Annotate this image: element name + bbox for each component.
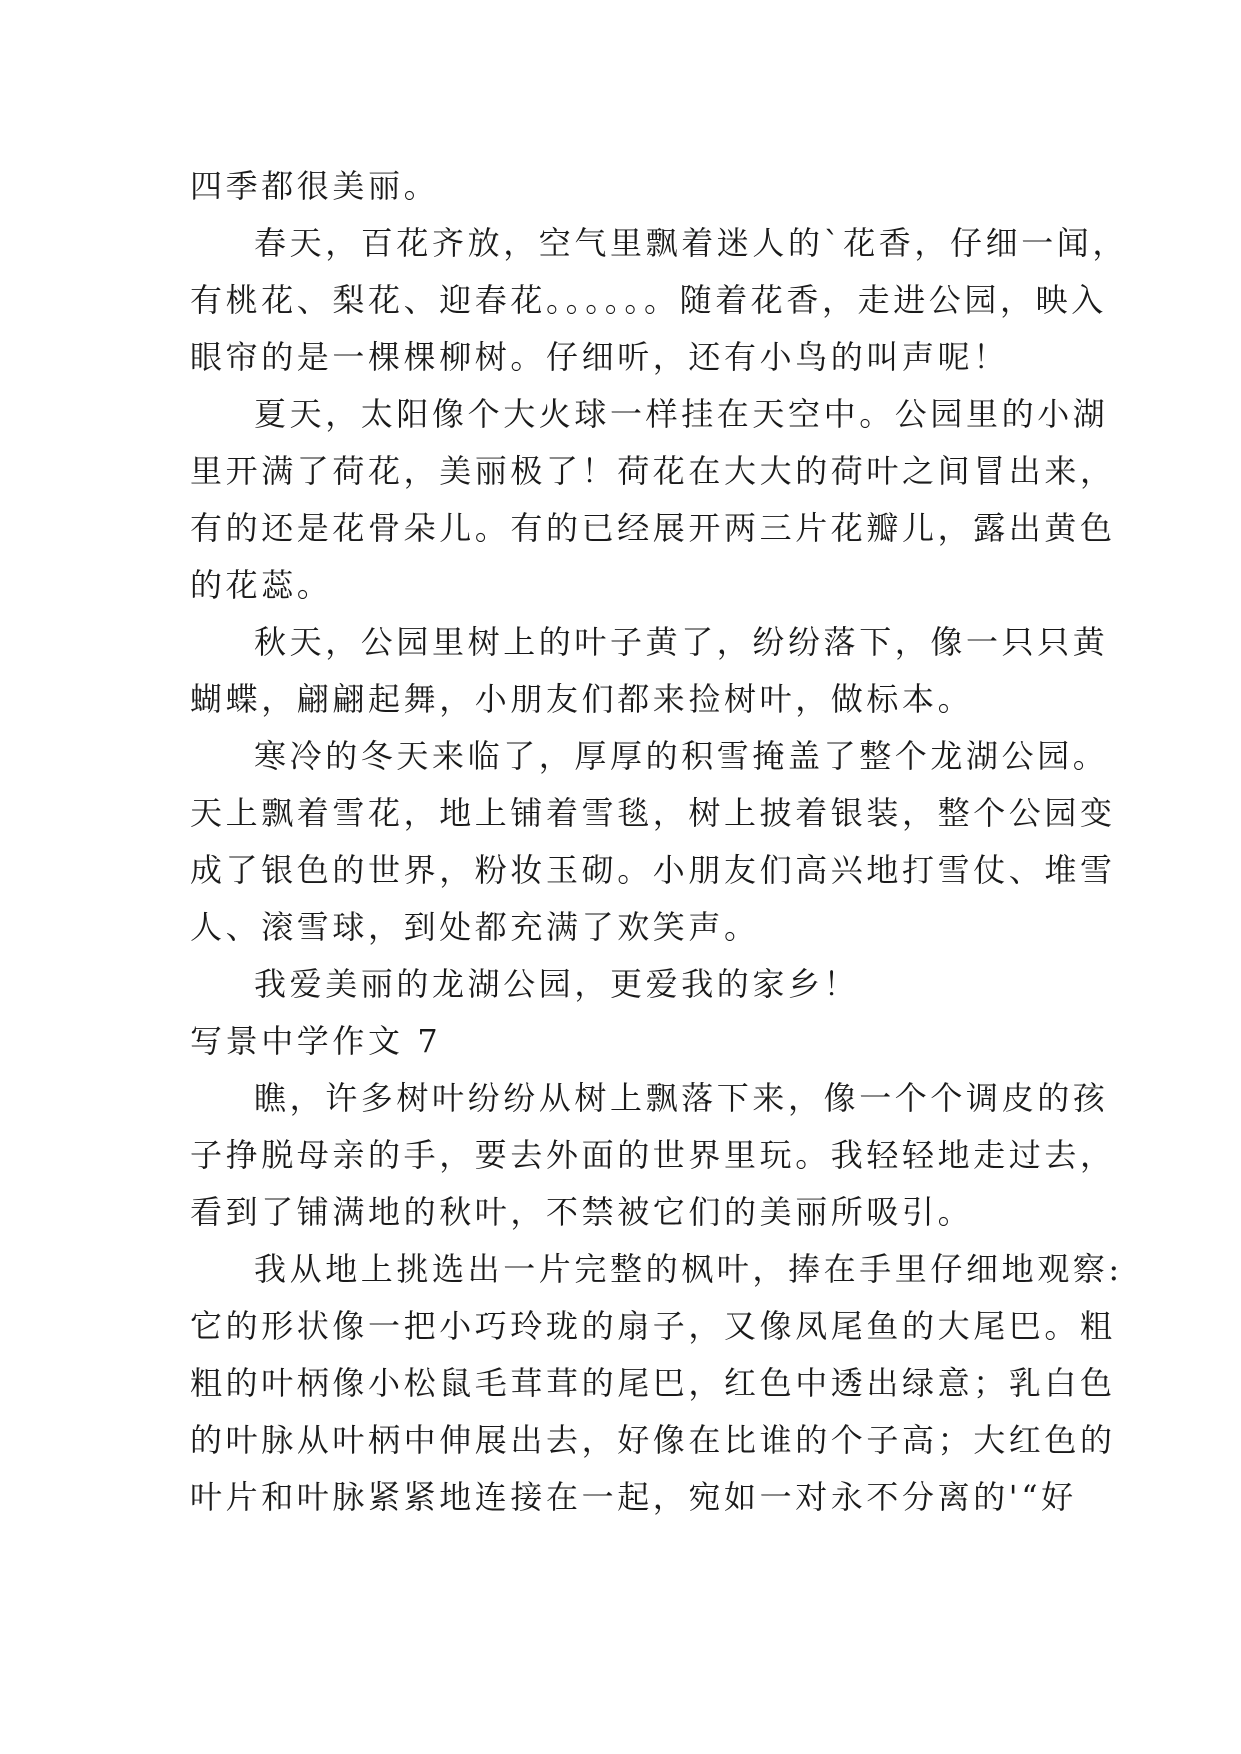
text-line: 叶片和叶脉紧紧地连接在一起，宛如一对永不分离的'“好: [190, 1478, 1077, 1516]
text-line: 看到了铺满地的秋叶，不禁被它们的美丽所吸引。: [190, 1193, 974, 1231]
text-line: 的花蕊。: [190, 566, 333, 604]
section-heading: 写景中学作文 7: [190, 1022, 442, 1060]
text-line: 它的形状像一把小巧玲珑的扇子，又像凤尾鱼的大尾巴。粗: [190, 1307, 1116, 1345]
paragraph-first-line: 寒冷的冬天来临了，厚厚的积雪掩盖了整个龙湖公园。: [254, 737, 1109, 775]
paragraph-first-line: 夏天，太阳像个大火球一样挂在天空中。公园里的小湖: [254, 395, 1109, 433]
paragraph-first-line: 秋天，公园里树上的叶子黄了，纷纷落下，像一只只黄: [254, 623, 1109, 661]
text-line: 粗的叶柄像小松鼠毛茸茸的尾巴，红色中透出绿意；乳白色: [190, 1364, 1116, 1402]
text-line: 眼帘的是一棵棵柳树。仔细听，还有小鸟的叫声呢！: [190, 338, 1009, 376]
text-line: 蝴蝶，翩翩起舞，小朋友们都来捡树叶，做标本。: [190, 680, 974, 718]
text-line: 有桃花、梨花、迎春花。。。。。。随着花香，走进公园，映入: [190, 281, 1107, 319]
text-line: 里开满了荷花，美丽极了！荷花在大大的荷叶之间冒出来，: [190, 452, 1116, 490]
text-line: 成了银色的世界，粉妆玉砌。小朋友们高兴地打雪仗、堆雪: [190, 851, 1116, 889]
paragraph-first-line: 我从地上挑选出一片完整的枫叶，捧在手里仔细地观察:: [254, 1250, 1123, 1288]
text-line: 有的还是花骨朵儿。有的已经展开两三片花瓣儿，露出黄色: [190, 509, 1116, 547]
paragraph-first-line: 瞧，许多树叶纷纷从树上飘落下来，像一个个调皮的孩: [254, 1079, 1109, 1117]
text-line: 子挣脱母亲的手，要去外面的世界里玩。我轻轻地走过去，: [190, 1136, 1116, 1174]
text-line: 的叶脉从叶柄中伸展出去，好像在比谁的个子高；大红色的: [190, 1421, 1116, 1459]
text-line: 四季都很美丽。: [190, 167, 440, 205]
paragraph-first-line: 我爱美丽的龙湖公园，更爱我的家乡！: [254, 965, 860, 1003]
text-line: 人、滚雪球，到处都充满了欢笑声。: [190, 908, 760, 946]
paragraph-first-line: 春天，百花齐放，空气里飘着迷人的`花香，仔细一闻，: [254, 224, 1129, 262]
text-line: 天上飘着雪花，地上铺着雪毯，树上披着银装，整个公园变: [190, 794, 1116, 832]
